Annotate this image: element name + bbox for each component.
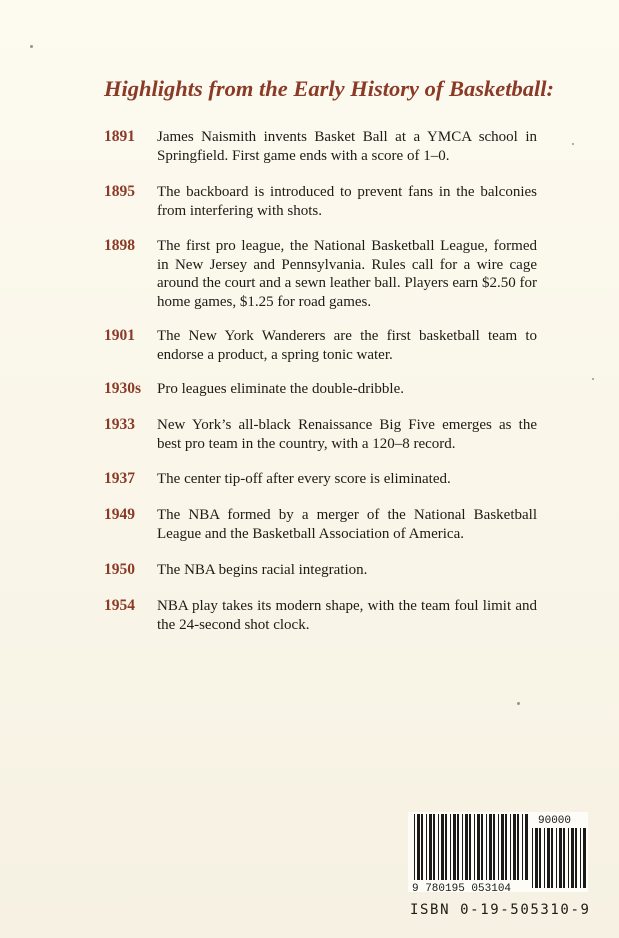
entry-text: The first pro league, the National Basketball League, formed in New Jersey and Pennsylvania. Rules call for a wire cage around the court and a sewn leather ball. Players earn $2.50 for home games, $1.25 for road games. [157, 238, 537, 310]
entry-year: 1901 [104, 327, 135, 344]
barcode-bar [441, 814, 444, 880]
isbn-number: ISBN 0-19-505310-9 [410, 902, 591, 918]
entry-text: The NBA begins racial integration. [157, 562, 368, 578]
barcode-bar [505, 814, 507, 880]
barcode-bar [525, 814, 528, 880]
barcode-bar [465, 814, 468, 880]
barcode-bar [571, 828, 574, 888]
barcode-bar [551, 828, 553, 888]
page-title: Highlights from the Early History of Basketball: [104, 76, 555, 101]
entry-year: 1933 [104, 416, 135, 433]
barcode-bar [580, 828, 581, 888]
barcode-bar [481, 814, 483, 880]
barcode-bar [462, 814, 463, 880]
barcode-bar [414, 814, 415, 880]
barcode-bar [513, 814, 516, 880]
barcode-bar [556, 828, 557, 888]
barcode-addon-digits: 90000 [538, 815, 572, 827]
barcode-bar [517, 814, 519, 880]
barcode-bar [489, 814, 492, 880]
barcode-bar [450, 814, 451, 880]
paper-speck [517, 702, 520, 705]
barcode-bar [438, 814, 439, 880]
entry-text: The New York Wanderers are the first basketball team to endorse a product, a spring tonic water. [157, 328, 537, 363]
barcode-bar [453, 814, 456, 880]
paper-speck [592, 378, 594, 380]
barcode-bar [535, 828, 538, 888]
barcode-bar [547, 828, 550, 888]
barcode-bar [493, 814, 495, 880]
barcode-graphic [408, 812, 588, 892]
barcode-bar [522, 814, 523, 880]
entry-year: 1895 [104, 183, 135, 200]
barcode-bar [457, 814, 459, 880]
paper-speck [30, 45, 33, 48]
barcode-bar [559, 828, 562, 888]
entry-year: 1949 [104, 506, 135, 523]
entry-year: 1898 [104, 237, 135, 254]
barcode-bar [445, 814, 447, 880]
entry-year: 1930s [104, 380, 142, 397]
isbn-barcode [408, 812, 588, 892]
barcode-bar [474, 814, 475, 880]
entry-text: Pro leagues eliminate the double-dribble. [157, 381, 405, 397]
paper-speck [572, 143, 574, 145]
barcode-bar [501, 814, 504, 880]
barcode-bar [583, 828, 586, 888]
entry-text: The center tip-off after every score is eliminated. [157, 471, 451, 487]
entry-text: NBA play takes its modern shape, with the team foul limit and the 24-second shot clock. [157, 598, 537, 633]
barcode-bar [433, 814, 435, 880]
barcode-bar [417, 814, 420, 880]
barcode-bar [568, 828, 569, 888]
entry-year: 1891 [104, 128, 135, 145]
barcode-bar [532, 828, 533, 888]
barcode-main-digits: 9 780195 053104 [412, 883, 512, 892]
entry-text: The backboard is introduced to prevent fans in the balconies from interfering with shots. [157, 184, 537, 219]
barcode-bar [477, 814, 480, 880]
barcode-bar [539, 828, 541, 888]
barcode-bar [426, 814, 427, 880]
barcode-bar [544, 828, 545, 888]
barcode-bar [486, 814, 487, 880]
barcode-bar [575, 828, 577, 888]
entry-text: The NBA formed by a merger of the National Basketball League and the Basketball Association of America. [157, 507, 537, 542]
entry-text: New York’s all-black Renaissance Big Five emerges as the best pro team in the country, with a 120–8 record. [157, 417, 537, 452]
entry-year: 1950 [104, 561, 135, 578]
barcode-bar [429, 814, 432, 880]
entry-text: James Naismith invents Basket Ball at a YMCA school in Springfield. First game ends with a score of 1–0. [157, 129, 537, 164]
barcode-bar [510, 814, 511, 880]
barcode-bar [563, 828, 565, 888]
barcode-bar [498, 814, 499, 880]
entry-year: 1954 [104, 597, 135, 614]
entry-year: 1937 [104, 470, 135, 487]
barcode-bar [469, 814, 471, 880]
barcode-bar [421, 814, 423, 880]
